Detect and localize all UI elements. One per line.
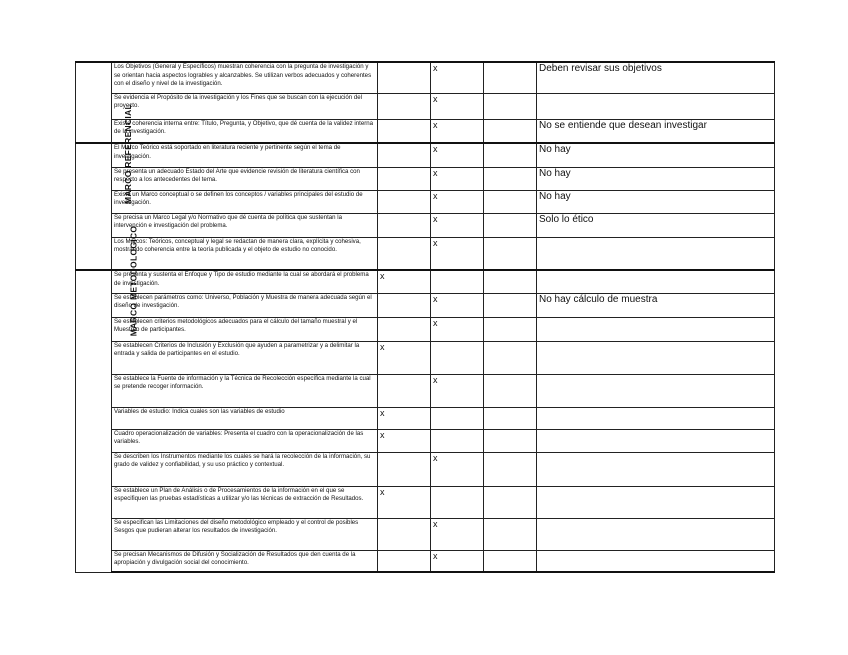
mark-cell-3: [484, 550, 537, 572]
mark-cell-1: [378, 374, 431, 407]
mark-cell-1: [378, 167, 431, 190]
criterion-cell: El Marco Teórico está soportado en literatura reciente y pertinente según el tema de investigación.: [112, 143, 378, 167]
criterion-cell: Se establece un Plan de Análisis o de Procesamientos de la información en el que se especifiquen las pruebas estadísticas a utilizar y/o las técnicas de extracción de Resultados.: [112, 486, 378, 518]
mark-cell-3: [484, 93, 537, 119]
observation-cell: [537, 518, 775, 550]
criterion-cell: Existe coherencia interna entre: Título, Pregunta, y Objetivo, que dé cuenta de la validez interna de la investigación.: [112, 119, 378, 143]
mark-cell-2: x: [431, 518, 484, 550]
mark-cell-3: [484, 429, 537, 452]
observation-cell: No se entiende que desean investigar: [537, 119, 775, 143]
observation-cell: [537, 407, 775, 429]
observation-cell: [537, 317, 775, 341]
mark-cell-1: [378, 190, 431, 213]
table-row: [76, 213, 775, 237]
mark-cell-1: [378, 452, 431, 486]
mark-cell-2: [431, 486, 484, 518]
mark-cell-3: [484, 119, 537, 143]
mark-cell-3: [484, 518, 537, 550]
table-row: [76, 119, 775, 143]
mark-cell-2: x: [431, 452, 484, 486]
table-row: [76, 143, 775, 167]
criterion-cell: Los Objetivos (General y Específicos) muestran coherencia con la pregunta de investigación y se orientan hacia aspectos logrables y alcanzables. Se utilizan verbos adecuados y coherentes con el diseño y nivel de la investigación.: [112, 62, 378, 93]
criterion-cell: Se establecen parámetros como: Universo, Población y Muestra de manera adecuada según el diseño de investigación.: [112, 293, 378, 317]
mark-cell-3: [484, 213, 537, 237]
mark-cell-2: x: [431, 190, 484, 213]
table-row: [76, 62, 775, 93]
mark-cell-1: x: [378, 270, 431, 293]
section-label: MARCO REFERENCIAL: [123, 103, 134, 205]
section-label-cell: [76, 103, 134, 270]
observation-cell: [537, 270, 775, 293]
mark-cell-2: x: [431, 293, 484, 317]
table-row: [76, 270, 775, 293]
mark-cell-1: x: [378, 486, 431, 518]
observation-cell: [537, 486, 775, 518]
mark-cell-1: x: [378, 407, 431, 429]
criterion-cell: Se establecen Criterios de Inclusión y Exclusión que ayuden a parametrizar y a delimitar la entrada y salida de participantes en el estudio.: [112, 341, 378, 374]
section-label-cell: [76, 62, 112, 143]
mark-cell-3: [484, 374, 537, 407]
mark-cell-2: x: [431, 119, 484, 143]
table-row: [76, 93, 775, 119]
criterion-cell: Los Marcos: Teóricos, conceptual y legal se redactan de manera clara, explícita y cohesiva, mostrando coherencia entre la teoría publicada y el objeto de estudio no conocido.: [112, 237, 378, 270]
mark-cell-3: [484, 341, 537, 374]
mark-cell-2: x: [431, 237, 484, 270]
table-row: [76, 407, 775, 429]
criterion-cell: Variables de estudio: Indica cuales son las variables de estudio: [112, 407, 378, 429]
criterion-cell: Se precisa un Marco Legal y/o Normativo que dé cuenta de política que sustentan la intervención e investigación del problema.: [112, 213, 378, 237]
evaluation-rubric-table: [75, 61, 775, 573]
mark-cell-3: [484, 237, 537, 270]
criterion-cell: Se establecen criterios metodológicos adecuados para el cálculo del tamaño muestral y el Muestreo de participantes.: [112, 317, 378, 341]
mark-cell-1: [378, 93, 431, 119]
mark-cell-1: [378, 518, 431, 550]
table-row: [76, 518, 775, 550]
mark-cell-3: [484, 190, 537, 213]
mark-cell-2: x: [431, 317, 484, 341]
observation-cell: No hay: [537, 167, 775, 190]
mark-cell-2: x: [431, 213, 484, 237]
table-row: [76, 550, 775, 572]
criterion-cell: Se establece la Fuente de información y la Técnica de Recolección específica mediante la cual se pretende recoger información.: [112, 374, 378, 407]
criterion-cell: Se presenta y sustenta el Enfoque y Tipo de estudio mediante la cual se abordará el problema de investigación.: [112, 270, 378, 293]
table-row: [76, 167, 775, 190]
mark-cell-1: [378, 237, 431, 270]
section-label: MARCO METODOLOGICO: [128, 225, 139, 337]
mark-cell-1: x: [378, 429, 431, 452]
observation-cell: [537, 93, 775, 119]
criterion-cell: Se precisan Mecanismos de Difusión y Socialización de Resultados que den cuenta de la apropiación y divulgación social del conocimiento.: [112, 550, 378, 572]
observation-cell: No hay cálculo de muestra: [537, 293, 775, 317]
mark-cell-3: [484, 407, 537, 429]
mark-cell-3: [484, 143, 537, 167]
mark-cell-3: [484, 293, 537, 317]
mark-cell-2: x: [431, 62, 484, 93]
observation-cell: No hay: [537, 143, 775, 167]
table-row: [76, 374, 775, 407]
table-row: [76, 317, 775, 341]
criterion-cell: Se presenta un adecuado Estado del Arte que evidencie revisión de literatura científica con respecto a los antecedentes del tema.: [112, 167, 378, 190]
mark-cell-1: [378, 550, 431, 572]
mark-cell-2: x: [431, 167, 484, 190]
mark-cell-3: [484, 317, 537, 341]
mark-cell-1: [378, 317, 431, 341]
mark-cell-2: x: [431, 93, 484, 119]
rubric-body: [76, 62, 775, 572]
criterion-cell: Se especifican las Limitaciones del diseño metodológico empleado y el control de posibles Sesgos que pudieran alterar los resultados de investigación.: [112, 518, 378, 550]
criterion-cell: Se describen los Instrumentos mediante los cuales se hará la recolección de la información, su grado de validez y confiabilidad, y su uso práctico y contextual.: [112, 452, 378, 486]
mark-cell-1: [378, 293, 431, 317]
mark-cell-1: [378, 213, 431, 237]
mark-cell-2: [431, 429, 484, 452]
mark-cell-2: x: [431, 374, 484, 407]
mark-cell-1: [378, 143, 431, 167]
observation-cell: Deben revisar sus objetivos: [537, 62, 775, 93]
mark-cell-1: x: [378, 341, 431, 374]
mark-cell-3: [484, 452, 537, 486]
mark-cell-1: [378, 62, 431, 93]
table-row: [76, 293, 775, 317]
mark-cell-2: [431, 270, 484, 293]
mark-cell-2: x: [431, 143, 484, 167]
observation-cell: [537, 452, 775, 486]
mark-cell-3: [484, 167, 537, 190]
table-row: [76, 237, 775, 270]
criterion-cell: Cuadro operacionalización de variables: Presenta el cuadro con la operacionalización de las variables.: [112, 429, 378, 452]
observation-cell: Solo lo ético: [537, 213, 775, 237]
mark-cell-2: [431, 341, 484, 374]
mark-cell-1: [378, 119, 431, 143]
criterion-cell: Se evidencia el Propósito de la investigación y los Fines que se buscan con la ejecución del proyecto.: [112, 93, 378, 119]
mark-cell-2: x: [431, 550, 484, 572]
table-row: [76, 452, 775, 486]
mark-cell-3: [484, 270, 537, 293]
observation-cell: [537, 550, 775, 572]
observation-cell: [537, 237, 775, 270]
observation-cell: No hay: [537, 190, 775, 213]
table-row: [76, 486, 775, 518]
mark-cell-3: [484, 486, 537, 518]
table-row: [76, 190, 775, 213]
observation-cell: [537, 341, 775, 374]
mark-cell-3: [484, 62, 537, 93]
mark-cell-2: [431, 407, 484, 429]
section-label-cell: [76, 225, 139, 572]
observation-cell: [537, 374, 775, 407]
criterion-cell: Existe un Marco conceptual o se definen los conceptos / variables principales del estudio de investigación.: [112, 190, 378, 213]
table-row: [76, 429, 775, 452]
table-row: [76, 341, 775, 374]
observation-cell: [537, 429, 775, 452]
